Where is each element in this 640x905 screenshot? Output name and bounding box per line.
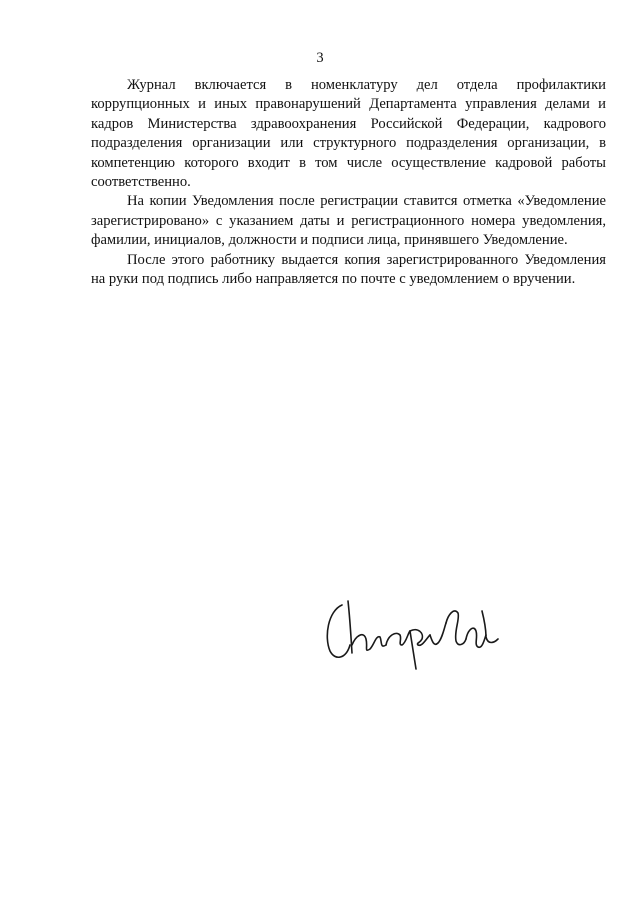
document-body [91, 76, 606, 289]
signature-icon [318, 585, 513, 675]
page-number: 3 [316, 50, 324, 66]
paragraph-journal-nomenclature: Журнал включается в номенклатуру дел отдела профилактики коррупционных и иных правонарушений Департамента управления делами и кадров Министерства здравоохранения Российской Федерации, кадрового подразделения организации или структурного подразделения организации, в компетенцию которого входит в том числе осуществление кадровой работы соответственно. [91, 77, 606, 191]
paragraph-registration-mark: На копии Уведомления после регистрации ставится отметка «Уведомление зарегистрировано» с указанием даты и регистрационного номера уведомления, фамилии, инициалов, должности и подписи лица, принявшего Уведомление. [91, 193, 606, 249]
paragraph-copy-delivery: После этого работнику выдается копия зарегистрированного Уведомления на руки под подпись либо направляется по почте с уведомлением о вручении. [91, 251, 606, 288]
